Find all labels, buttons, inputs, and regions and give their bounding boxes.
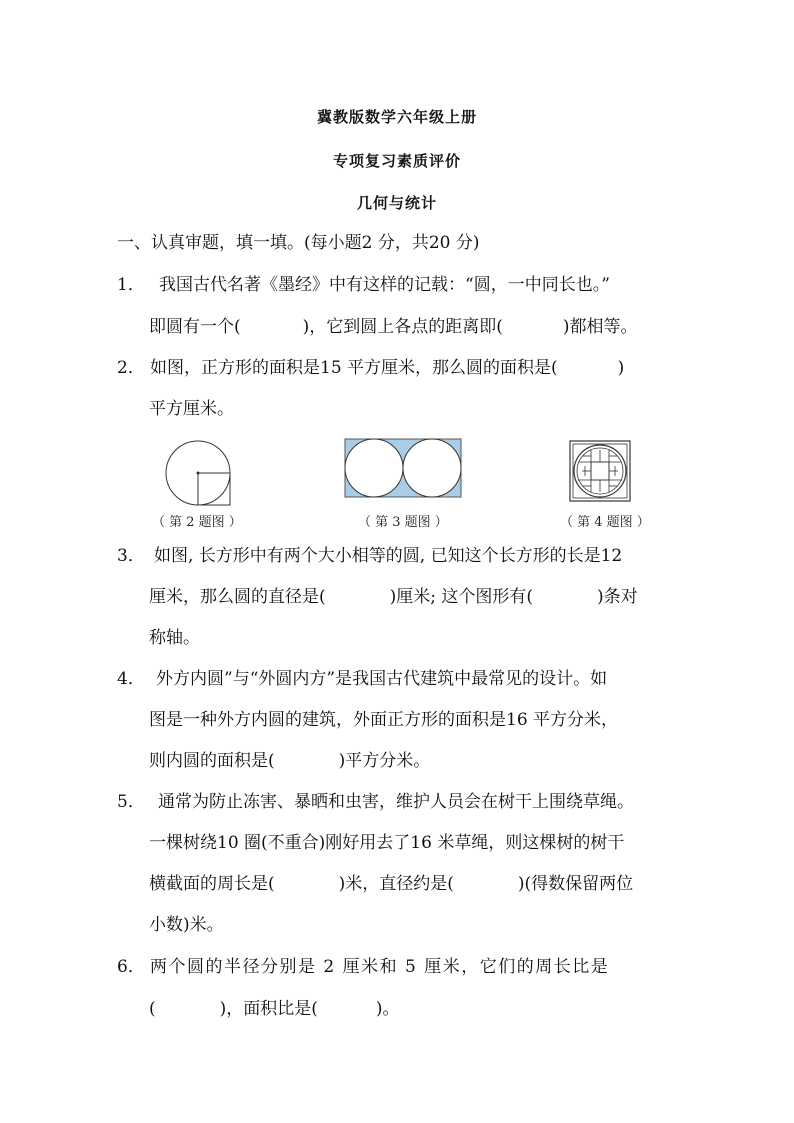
- question-6-line-1: 6． 两个圆的半径分别是 2 厘米和 5 厘米，它们的周长比是: [117, 957, 610, 977]
- section-heading: 一、认真审题，填一填。(每小题2 分，共20 分): [117, 233, 480, 253]
- question-4-line-3: 则内圆的面积是( )平方分米。: [149, 751, 431, 771]
- question-6-line-2: ( )，面积比是( )。: [149, 999, 400, 1019]
- review-title: 专项复习素质评价: [332, 152, 461, 170]
- question-4-line-1: 4． 外方内圆”与“外圆内方”是我国古代建筑中最常见的设计。如: [117, 669, 608, 689]
- question-4-line-2: 图是一种外方内圆的建筑，外面正方形的面积是16 平方分米，: [149, 710, 619, 730]
- question-6-number: 6．: [117, 957, 145, 977]
- question-5-line-4: 小数)米。: [149, 915, 224, 935]
- question-2-line-1: 2． 如图，正方形的面积是15 平方厘米，那么圆的面积是( ): [117, 358, 625, 378]
- question-3-number: 3．: [117, 546, 145, 566]
- figure-3-left-circle: [345, 439, 403, 497]
- figure-4-lattice: [579, 450, 621, 492]
- question-3-line-3: 称轴。: [149, 628, 200, 648]
- question-1-line-2: 即圆有一个( )，它到圆上各点的距离即( )都相等。: [149, 317, 638, 337]
- figure-2-center-dot: [197, 472, 200, 475]
- question-5-number: 5．: [117, 792, 145, 812]
- figure-3-right-circle: [403, 439, 461, 497]
- figure-4-caption: （ 第 4 题图 ）: [560, 515, 650, 530]
- question-5-line-3: 横截面的周长是( )米，直径约是( )(得数保留两位: [149, 874, 634, 894]
- figure-3-caption: （ 第 3 题图 ）: [358, 515, 448, 530]
- question-3-line-1: 3． 如图, 长方形中有两个大小相等的圆, 已知这个长方形的长是12: [117, 546, 623, 566]
- question-2-number: 2．: [117, 358, 145, 378]
- question-1-line-1: 1． 我国古代名著《墨经》中有这样的记载：“圆，一中同长也。”: [117, 275, 610, 295]
- question-5-line-2: 一棵树绕10 圈(不重合)刚好用去了16 米草绳，则这棵树的树干: [149, 833, 625, 853]
- topic-title: 几何与统计: [356, 194, 437, 212]
- figure-4-square-circle-pattern: [569, 440, 631, 502]
- question-1-number: 1．: [117, 275, 145, 295]
- question-4-number: 4．: [117, 669, 145, 689]
- figure-3-rectangle-circles: [344, 438, 462, 498]
- figure-2-caption: （ 第 2 题图 ）: [152, 515, 242, 530]
- book-title: 冀教版数学六年级上册: [316, 108, 477, 126]
- figure-2-circle-square: [162, 438, 236, 508]
- question-3-line-2: 厘米，那么圆的直径是( )厘米; 这个图形有( )条对: [149, 587, 638, 607]
- question-2-line-2: 平方厘米。: [149, 399, 234, 419]
- question-5-line-1: 5． 通常为防止冻害、暴晒和虫害，维护人员会在树干上围绕草绳。: [117, 792, 634, 812]
